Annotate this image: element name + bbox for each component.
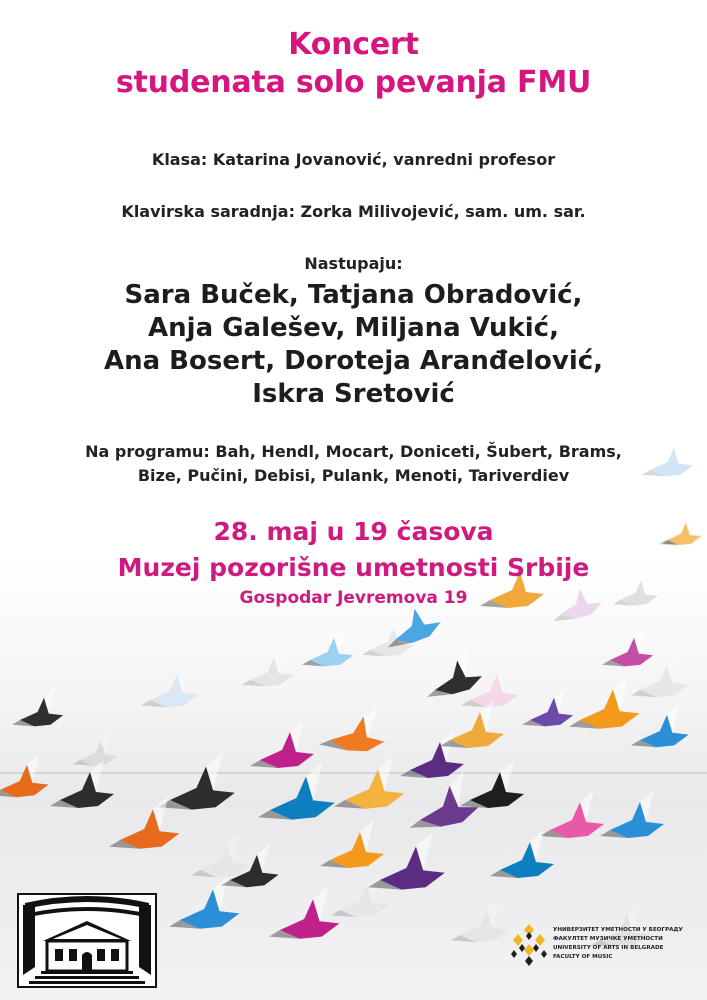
performers-label: Nastupaju: — [304, 254, 403, 273]
title-line-1: Koncert — [288, 27, 419, 62]
title-line-2: studenata solo pevanja FMU — [115, 65, 592, 100]
class-info: Klasa: Katarina Jovanović, vanredni profesor — [151, 150, 556, 169]
performers-line: Iskra Sretović — [252, 379, 455, 409]
program-info — [0, 440, 707, 488]
performers-line: Anja Galešev, Miljana Vukić, — [148, 313, 559, 343]
event-date: 28. maj u 19 časova — [213, 517, 494, 546]
piano-collaboration-info: Klavirska saradnja: Zorka Milivojević, sam. um. sar. — [121, 202, 586, 221]
fmu-logo-line: УНИВЕРЗИТЕТ УМЕТНОСТИ У БЕОГРАДУ — [553, 927, 683, 933]
fmu-logo-line: UNIVERSITY OF ARTS IN BELGRADE — [553, 945, 664, 951]
concert-title — [0, 26, 707, 102]
event-venue: Muzej pozorišne umetnosti Srbije — [117, 553, 590, 582]
program-line-1: Na programu: Bah, Hendl, Mocart, Doniceti, Šubert, Brams, — [85, 442, 622, 461]
museum-building-logo — [17, 893, 157, 988]
fmu-logo-text — [553, 926, 683, 962]
fmu-logo-line: FACULTY OF MUSIC — [553, 954, 613, 960]
fmu-logo-line: ФАКУЛТЕТ МУЗИЧКЕ УМЕТНОСТИ — [553, 936, 663, 942]
performers-line: Ana Bosert, Doroteja Aranđelović, — [103, 346, 604, 376]
performers-line: Sara Buček, Tatjana Obradović, — [124, 280, 583, 310]
event-address: Gospodar Jevremova 19 — [239, 588, 468, 608]
fmu-ornament-icon — [510, 922, 548, 966]
museum-building-icon — [19, 895, 155, 986]
performers-list — [0, 279, 707, 411]
program-line-2: Bize, Pučini, Debisi, Pulank, Menoti, Tariverdiev — [137, 466, 570, 485]
